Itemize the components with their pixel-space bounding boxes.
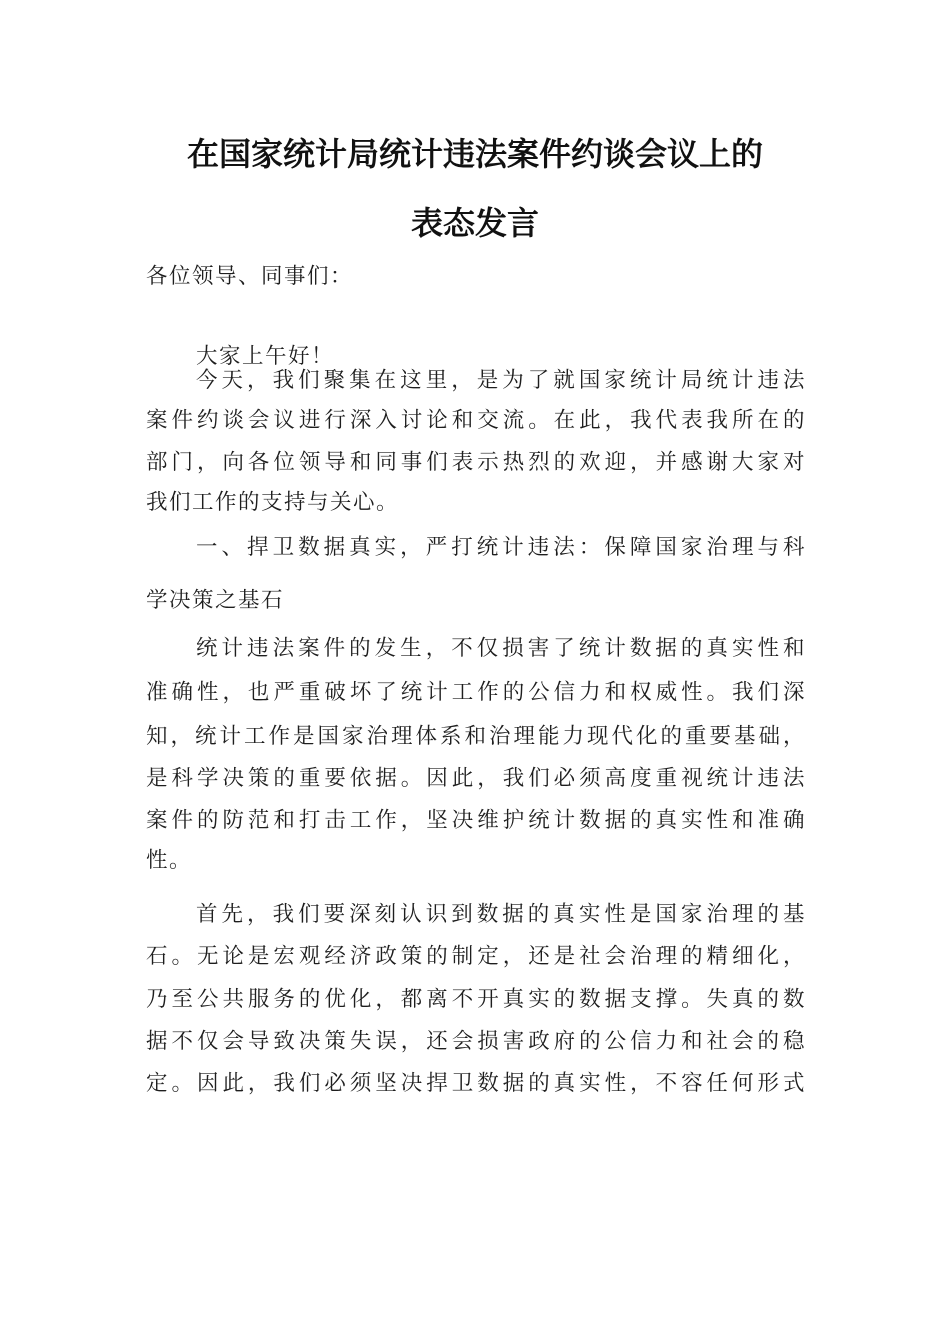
greeting: 大家上午好！ [196,344,335,369]
document-title-line-1: 在国家统计局统计违法案件约谈会议上的 [186,135,763,173]
paragraph-intro-line-3: 部门，向各位领导和同事们表示热烈的欢迎，并感谢大家对 [146,450,806,475]
paragraph-1-line-4: 是科学决策的重要依据。因此，我们必须高度重视统计违法 [146,766,806,791]
salutation: 各位领导、同事们： [146,264,354,289]
paragraph-1-line-5: 案件的防范和打击工作，坚决维护统计数据的真实性和准确 [146,808,806,833]
paragraph-2-line-5: 定。因此，我们必须坚决捍卫数据的真实性，不容任何形式 [146,1071,806,1096]
paragraph-1-line-6: 性。 [146,848,193,873]
paragraph-1-line-2: 准确性，也严重破坏了统计工作的公信力和权威性。我们深 [146,680,806,705]
paragraph-intro-line-4: 我们工作的支持与关心。 [146,490,400,515]
paragraph-1-line-1: 统计违法案件的发生，不仅损害了统计数据的真实性和 [196,636,806,661]
paragraph-intro-line-1: 今天，我们聚集在这里，是为了就国家统计局统计违法 [196,368,806,393]
paragraph-2-line-3: 乃至公共服务的优化，都离不开真实的数据支撑。失真的数 [146,987,806,1012]
document-title-line-2: 表态发言 [410,204,539,242]
paragraph-2-line-1: 首先，我们要深刻认识到数据的真实性是国家治理的基 [196,902,806,927]
paragraph-2-line-2: 石。无论是宏观经济政策的制定，还是社会治理的精细化， [146,944,806,969]
paragraph-1-line-3: 知，统计工作是国家治理体系和治理能力现代化的重要基础， [146,724,806,749]
paragraph-intro-line-2: 案件约谈会议进行深入讨论和交流。在此，我代表我所在的 [146,408,806,433]
section-heading-line-1: 一、捍卫数据真实，严打统计违法：保障国家治理与科 [196,535,806,560]
paragraph-2-line-4: 据不仅会导致决策失误，还会损害政府的公信力和社会的稳 [146,1029,806,1054]
section-heading-line-2: 学决策之基石 [146,588,285,613]
